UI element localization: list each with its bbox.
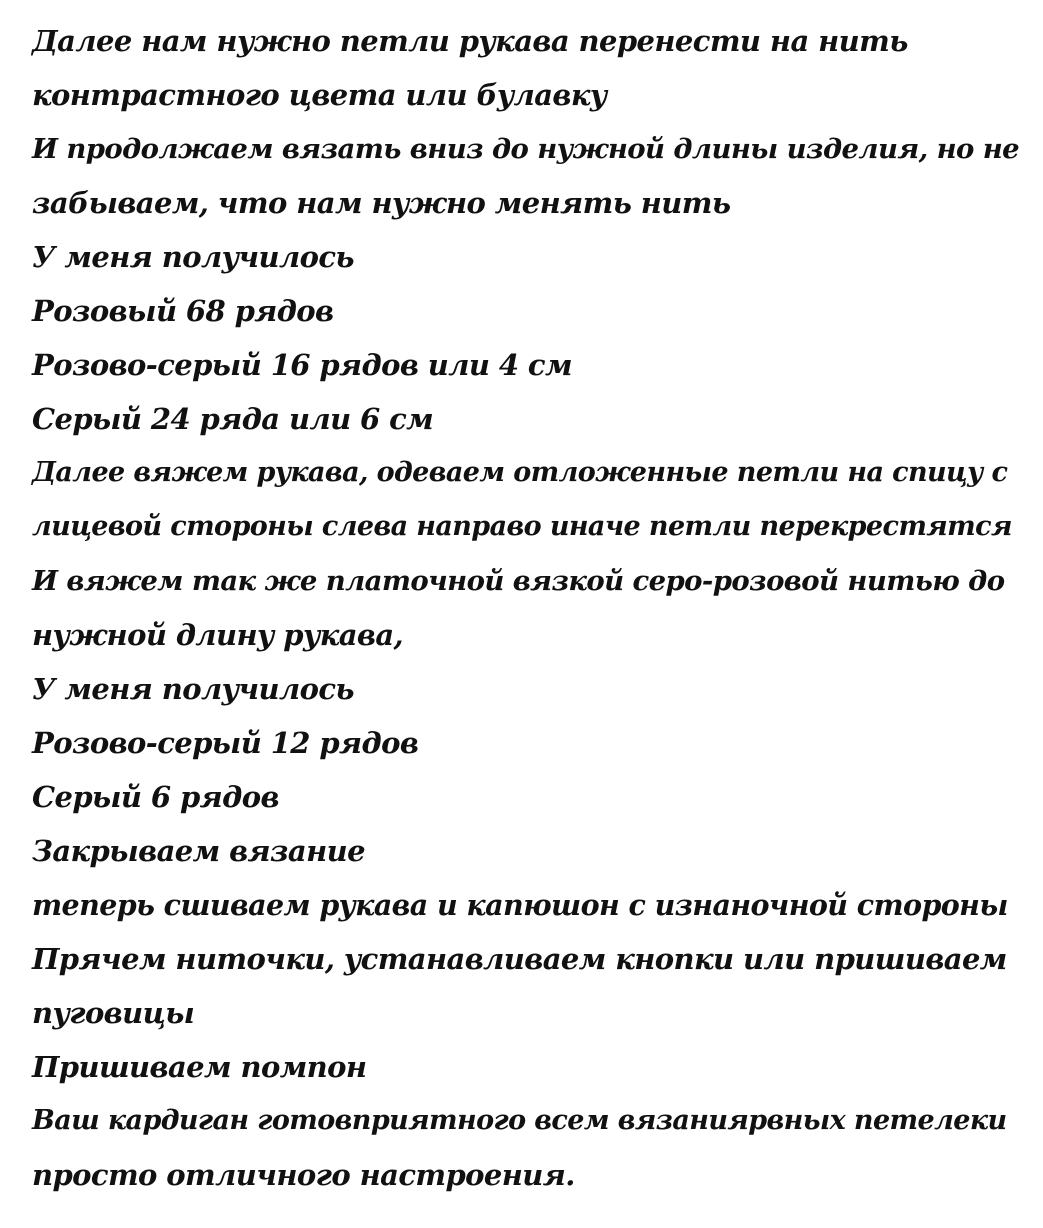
text-line: И продолжаем вязать вниз до нужной длины изделия, но не (32, 133, 1020, 165)
text-line: забываем, что нам нужно менять нить (32, 186, 731, 220)
text-line: Ваш кардиган готовприятного всем вязаниярвных петелеки (32, 1105, 1007, 1136)
text-line: пуговицы (32, 996, 195, 1030)
cropped-top-line (32, 0, 292, 8)
text-line: И вяжем так же платочной вязкой серо-розовой нитью до (32, 565, 1005, 597)
text-line: Закрываем вязание (32, 834, 365, 868)
text-line: Пришиваем помпон (32, 1050, 367, 1084)
text-line: Далее нам нужно петли рукава перенести на нить (32, 24, 908, 58)
text-line: просто отличного настроения. (32, 1158, 575, 1192)
text-line: У меня получилось (32, 672, 354, 706)
text-line: лицевой стороны слева направо иначе петли перекрестятся (32, 511, 1012, 542)
text-line: Далее вяжем рукава, одеваем отложенные петли на спицу с (32, 457, 1008, 488)
text-line: Розовый 68 рядов (32, 294, 334, 328)
text-line: Розово-серый 12 рядов (32, 726, 419, 760)
text-line: нужной длину рукава, (32, 618, 404, 652)
instruction-text (32, 14, 1022, 1202)
text-line: Серый 24 ряда или 6 см (32, 402, 434, 436)
text-line: Розово-серый 16 рядов или 4 см (32, 348, 572, 382)
text-line: Серый 6 рядов (32, 780, 279, 814)
text-line: теперь сшиваем рукава и капюшон с изнаночной стороны (32, 888, 1008, 922)
text-line: Прячем ниточки, устанавливаем кнопки или пришиваем (32, 942, 1007, 976)
text-line: контрастного цвета или булавку (32, 78, 607, 112)
text-line: У меня получилось (32, 240, 354, 274)
